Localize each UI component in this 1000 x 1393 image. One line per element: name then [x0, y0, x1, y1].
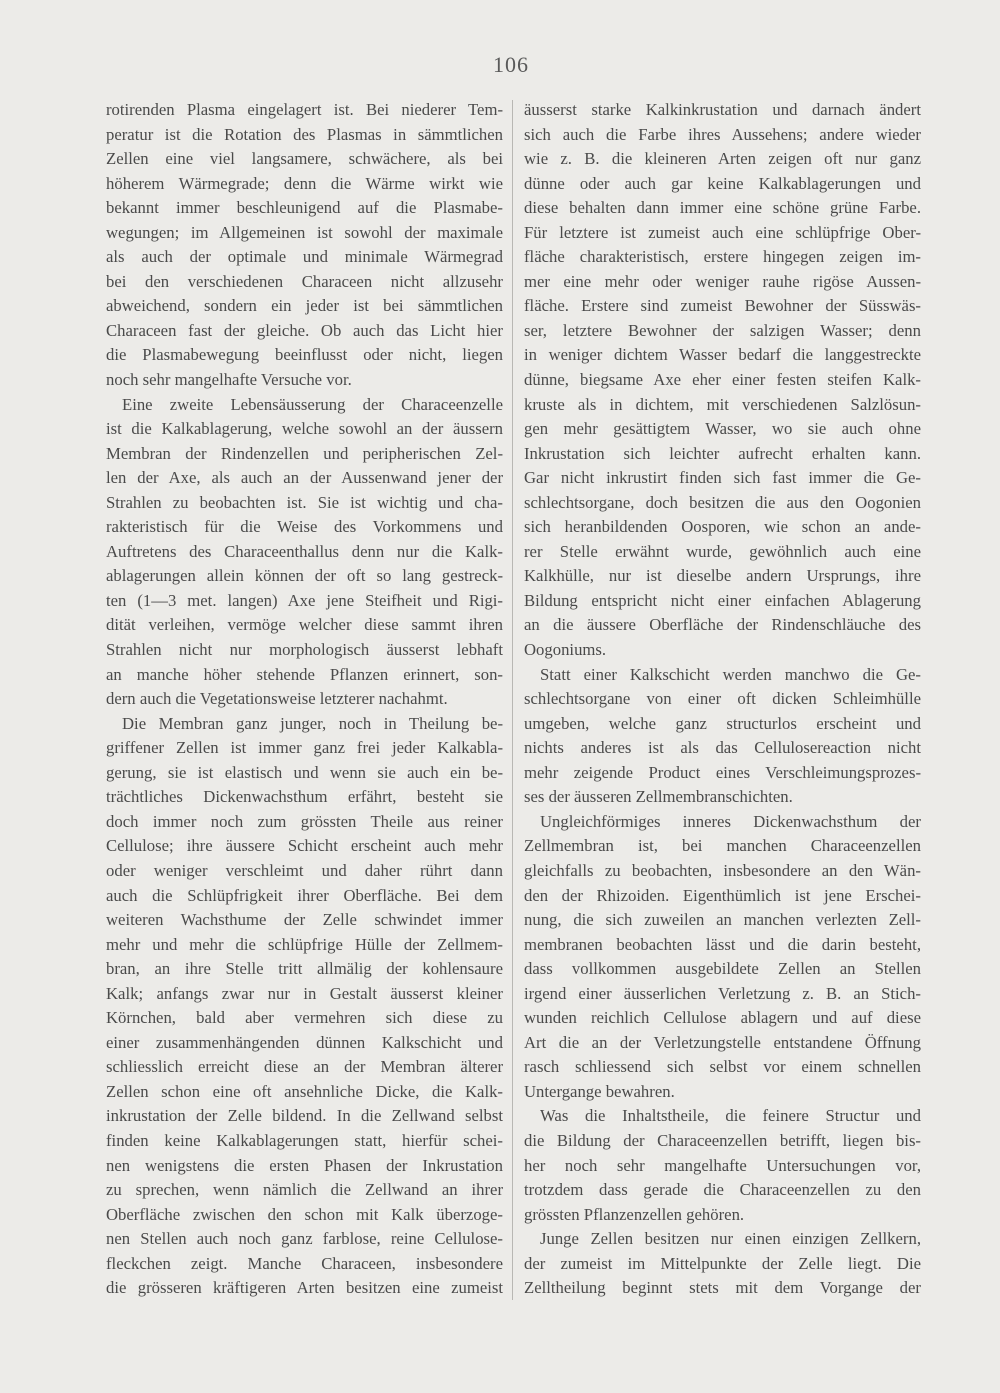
- text-line: Statt einer Kalkschicht werden manchwo die Ge-: [540, 664, 921, 684]
- text-line: len der Axe, als auch an der Aussenwand jener der: [106, 468, 503, 488]
- text-line: Characeen fast der gleiche. Ob auch das Licht hier: [106, 320, 503, 340]
- text-line: dern auch die Vegetationsweise letzterer nachahmt.: [106, 689, 448, 709]
- text-line: einer zusammenhängenden dünnen Kalkschicht und: [106, 1032, 503, 1052]
- text-line: bran, an ihre Stelle tritt allmälig der kohlensaure: [106, 959, 503, 979]
- text-line: sich auch die Farbe ihres Aussehens; andere wieder: [524, 124, 921, 144]
- text-line: zu sprechen, wenn nämlich die Zellwand an ihrer: [106, 1180, 503, 1200]
- text-line: membranen beobachten lässt und die darin besteht,: [524, 934, 921, 954]
- text-line: griffener Zellen ist immer ganz frei jeder Kalkabla-: [106, 738, 503, 758]
- text-line: nen Stellen auch noch ganz farblose, reine Cellulose-: [106, 1229, 503, 1249]
- text-line: Oogoniums.: [524, 640, 607, 660]
- text-line: Zelltheilung beginnt stets mit dem Vorgange der: [524, 1278, 921, 1298]
- text-line: Cellulose; ihre äussere Schicht erscheint auch mehr: [106, 836, 503, 856]
- text-line: Ungleichförmiges inneres Dickenwachsthum der: [540, 811, 921, 831]
- text-line: fläche. Erstere sind zumeist Bewohner der Süsswäs-: [524, 296, 921, 316]
- text-line: Für letztere ist zumeist auch eine schlüpfrige Ober-: [524, 222, 921, 242]
- text-line: ist die Kalkablagerung, welche sowohl an der äussern: [106, 419, 503, 439]
- text-line: abweichend, sondern ein jeder ist bei sämmtlichen: [106, 296, 503, 316]
- text-line: rakteristisch für die Weise des Vorkommens und: [106, 517, 503, 537]
- text-line: Eine zweite Lebensäusserung der Characeenzelle: [122, 394, 503, 414]
- text-line: mehr zeigende Product eines Verschleimungsprozes-: [524, 762, 921, 782]
- text-line: ser, letztere Bewohner der salzigen Wasser; denn: [524, 320, 921, 340]
- text-line: schliesslich erreicht diese an der Membran älterer: [106, 1057, 503, 1077]
- text-line: kruste als in dichtem, mit verschiedenen Salzlösun-: [524, 394, 921, 414]
- text-line: Kalk; anfangs zwar nur in Gestalt äusserst kleiner: [106, 983, 503, 1003]
- text-line: gen mehr gesättigtem Wasser, wo sie auch ohne: [524, 419, 921, 439]
- text-line: wegungen; im Allgemeinen ist sowohl der maximale: [106, 222, 503, 242]
- text-line: den der Rhizoiden. Eigenthümlich ist jene Erschei-: [524, 885, 921, 905]
- text-line: schlechtsorgane, doch besitzen die aus den Oogonien: [524, 492, 921, 512]
- text-line: der zumeist im Mittelpunkte der Zelle liegt. Die: [524, 1253, 921, 1273]
- text-line: höherem Wärmegrade; denn die Wärme wirkt wie: [106, 173, 503, 193]
- text-line: dünne, biegsame Axe eher einer festen steifen Kalk-: [524, 370, 921, 390]
- text-line: diese behalten dann immer eine schöne grüne Farbe.: [524, 198, 921, 218]
- column-divider: [512, 100, 513, 1300]
- text-line: mer eine mehr oder weniger rauhe rigöse Aussen-: [524, 271, 921, 291]
- text-line: Oberfläche zwischen den schon mit Kalk überzoge-: [106, 1204, 503, 1224]
- text-line: Untergange bewahren.: [524, 1081, 675, 1101]
- text-line: nen wenigstens die ersten Phasen der Inkrustation: [106, 1155, 503, 1175]
- text-line: ten (1—3 met. langen) Axe jene Steifheit und Rigi-: [106, 590, 503, 610]
- text-line: noch sehr mangelhafte Versuche vor.: [106, 370, 352, 390]
- text-line: Junge Zellen besitzen nur einen einzigen Zellkern,: [540, 1229, 921, 1249]
- text-line: an manche höher stehende Pflanzen erinnert, son-: [106, 664, 503, 684]
- text-line: wunden reichlich Cellulose ablagern und auf diese: [524, 1008, 921, 1028]
- text-line: oder weniger verschleimt und daher rührt dann: [106, 860, 503, 880]
- text-line: Bildung entspricht nicht einer einfachen Ablagerung: [524, 590, 921, 610]
- text-line: trächtliches Dickenwachsthum erfährt, besteht sie: [106, 787, 503, 807]
- text-line: nichts anderes ist als das Cellulosereaction nicht: [524, 738, 921, 758]
- text-line: in weniger dichtem Wasser bedarf die langgestreckte: [524, 345, 921, 365]
- text-line: peratur ist die Rotation des Plasmas in sämmtlichen: [106, 124, 503, 144]
- page-number: 106: [493, 52, 529, 77]
- left-text-column: [106, 98, 503, 1301]
- text-line: die Bildung der Characeenzellen betrifft, liegen bis-: [524, 1130, 921, 1150]
- text-line: auch die Schlüpfrigkeit ihrer Oberfläche. Bei dem: [106, 885, 503, 905]
- text-line: Zellen eine viel langsamere, schwächere, als bei: [106, 149, 503, 169]
- text-line: die grösseren kräftigeren Arten besitzen eine zumeist: [106, 1278, 503, 1298]
- text-line: dünne oder auch gar keine Kalkablagerungen und: [524, 173, 921, 193]
- text-line: Strahlen nicht nur morphologisch äusserst lebhaft: [106, 640, 503, 660]
- text-line: gerung, sie ist elastisch und wenn sie auch ein be-: [106, 762, 503, 782]
- text-line: schlechtsorgane von einer oft dicken Schleimhülle: [524, 689, 921, 709]
- text-line: grössten Pflanzenzellen gehören.: [524, 1204, 745, 1224]
- text-line: Kalkhülle, nur ist dieselbe andern Ursprungs, ihre: [524, 566, 921, 586]
- text-line: rasch schliessend sich selbst vor einem schnellen: [524, 1057, 921, 1077]
- text-line: Die Membran ganz junger, noch in Theilung be-: [122, 713, 503, 733]
- text-line: äusserst starke Kalkinkrustation und darnach ändert: [524, 100, 921, 119]
- text-line: wie z. B. die kleineren Arten zeigen oft nur ganz: [524, 149, 921, 169]
- text-line: Auftretens des Characeenthallus denn nur die Kalk-: [106, 541, 503, 561]
- text-line: bekannt immer beschleunigend auf die Plasmabe-: [106, 198, 503, 218]
- text-line: rotirenden Plasma eingelagert ist. Bei niederer Tem-: [106, 100, 503, 119]
- text-line: irgend einer äusserlichen Verletzung z. B. an Stich-: [524, 983, 921, 1003]
- text-line: als auch der optimale und minimale Wärmegrad: [106, 247, 503, 267]
- text-line: ablagerungen allein können der oft so lang gestreck-: [106, 566, 503, 586]
- text-line: Membran der Rindenzellen und peripherischen Zel-: [106, 443, 503, 463]
- text-line: Strahlen zu beobachten ist. Sie ist wichtig und cha-: [106, 492, 503, 512]
- text-line: gleichfalls zu beobachten, insbesondere an den Wän-: [524, 860, 921, 880]
- text-line: Zellen schon eine oft ansehnliche Dicke, die Kalk-: [106, 1081, 503, 1101]
- text-line: dität verleihen, vermöge welcher diese sammt ihren: [106, 615, 503, 635]
- text-line: Zellmembran ist, bei manchen Characeenzellen: [524, 836, 921, 856]
- text-line: sich heranbildenden Oosporen, wie schon an ande-: [524, 517, 921, 537]
- text-line: Körnchen, bald aber vermehren sich diese zu: [106, 1008, 503, 1028]
- text-line: finden keine Kalkablagerungen statt, hierfür schei-: [106, 1130, 503, 1150]
- text-line: fläche charakteristisch, erstere hingegen zeigen im-: [524, 247, 921, 267]
- text-line: bei den verschiedenen Characeen nicht allzusehr: [106, 271, 503, 291]
- text-line: die Plasmabewegung beeinflusst oder nicht, liegen: [106, 345, 503, 365]
- text-line: nung, die sich zuweilen an manchen verlezten Zell-: [524, 910, 921, 930]
- text-line: umgeben, welche ganz structurlos erscheint und: [524, 713, 921, 733]
- text-line: dass vollkommen ausgebildete Zellen an Stellen: [524, 959, 921, 979]
- text-line: fleckchen zeigt. Manche Characeen, insbesondere: [106, 1253, 503, 1273]
- right-text-column: [524, 98, 921, 1301]
- text-line: Gar nicht inkrustirt finden sich fast immer die Ge-: [524, 468, 921, 488]
- text-line: trotzdem dass gerade die Characeenzellen zu den: [524, 1180, 921, 1200]
- text-line: ses der äusseren Zellmembranschichten.: [524, 787, 793, 807]
- text-line: doch immer noch zum grössten Theile aus reiner: [106, 811, 503, 831]
- text-line: rer Stelle erwähnt wurde, gewöhnlich auch eine: [524, 541, 921, 561]
- text-line: inkrustation der Zelle bildend. In die Zellwand selbst: [106, 1106, 503, 1126]
- text-line: Inkrustation sich leichter aufrecht erhalten kann.: [524, 443, 921, 463]
- text-line: an die äussere Oberfläche der Rindenschläuche des: [524, 615, 921, 635]
- text-line: weiteren Wachsthume der Zelle schwindet immer: [106, 910, 503, 930]
- text-line: her noch sehr mangelhafte Untersuchungen vor,: [524, 1155, 921, 1175]
- text-line: mehr und mehr die schlüpfrige Hülle der Zellmem-: [106, 934, 503, 954]
- text-line: Was die Inhaltstheile, die feinere Structur und: [540, 1106, 921, 1126]
- text-line: Art die an der Verletzungstelle entstandene Öffnung: [524, 1032, 921, 1052]
